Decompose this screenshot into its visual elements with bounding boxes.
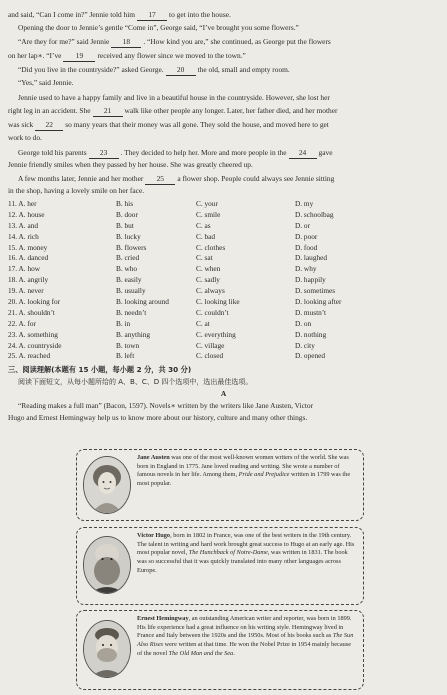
option-row — [8, 297, 438, 308]
option-row — [8, 264, 438, 275]
blank-23: 23 — [89, 148, 119, 159]
option-b: B. but — [116, 220, 134, 230]
option-b: B. looking around — [116, 297, 169, 307]
passage-intro: “Reading makes a full man” (Bacon, 1597). Novels∗ written by the writers like Jane Austen, Victor — [18, 401, 314, 410]
text: and said, “Can I come in?” Jennie told him — [8, 10, 136, 19]
option-row — [8, 308, 438, 319]
option-a: 23. A. something — [8, 329, 58, 339]
option-b: B. in — [116, 318, 131, 328]
author-bio — [137, 454, 357, 489]
option-d: D. why — [295, 264, 317, 274]
option-a: 17. A. how — [8, 264, 41, 274]
option-b: B. door — [116, 209, 138, 219]
option-a: 21. A. shouldn’t — [8, 307, 55, 317]
cloze-line — [8, 65, 441, 76]
option-c: C. always — [196, 286, 225, 296]
option-a: 12. A. house — [8, 209, 45, 219]
option-d: D. opened — [295, 351, 325, 361]
portrait-austen-icon — [84, 457, 130, 513]
text: right leg in an accident. She — [8, 106, 91, 115]
option-row — [8, 330, 438, 341]
bio-text: , was written in 1831. The book was so successful that it was quickly translated into many other languages across Europe. — [137, 549, 348, 574]
option-a: 16. A. danced — [8, 253, 49, 263]
option-d: D. city — [295, 340, 315, 350]
blank-21: 21 — [93, 106, 123, 117]
text: “Are they for me?” said Jennie — [18, 37, 110, 46]
author-card-hemingway — [76, 610, 364, 690]
option-row — [8, 210, 438, 221]
portrait-hemingway-icon — [84, 621, 130, 677]
option-b: B. easily — [116, 275, 142, 285]
blank-24: 24 — [289, 148, 317, 159]
cloze-line — [8, 10, 441, 21]
option-d: D. my — [295, 199, 314, 208]
book-title: The Sun Also Rises — [137, 632, 354, 649]
bio-text: written in 1799 was the most popular. — [137, 471, 351, 488]
cloze-line — [8, 51, 441, 62]
portrait-image — [83, 456, 131, 514]
option-a: 18. A. angrily — [8, 275, 49, 285]
option-c: C. your — [196, 199, 218, 208]
text: to get into the house. — [169, 10, 231, 19]
option-d: D. on — [295, 318, 312, 328]
portrait-image — [83, 536, 131, 594]
option-b: B. his — [116, 199, 134, 208]
option-row — [8, 351, 438, 362]
cloze-line — [8, 37, 441, 48]
option-c: C. village — [196, 340, 225, 350]
blank-19: 19 — [63, 51, 95, 62]
option-row — [8, 275, 438, 286]
option-a: 24. A. countryside — [8, 340, 62, 350]
option-d: D. looking after — [295, 297, 342, 307]
option-d: D. poor — [295, 231, 318, 241]
option-row — [8, 221, 438, 232]
cloze-line — [8, 174, 441, 185]
option-a: 25. A. reached — [8, 351, 51, 361]
option-b: B. who — [116, 264, 138, 274]
option-row — [8, 319, 438, 330]
section-instruction: 阅读下面短文，从每小题所给的 A、B、C、D 四个选项中，选出最佳选项。 — [18, 378, 253, 386]
cloze-line — [8, 106, 441, 117]
option-row — [8, 243, 438, 254]
author-bio — [137, 532, 357, 576]
option-b: B. usually — [116, 286, 146, 296]
cloze-line: Opening the door to Jennie’s gentle “Come in”, George said, “I’ve brought you some flowers.” — [18, 23, 299, 32]
text: walk like other people any longer. Later, her father died, and her mother — [124, 106, 338, 115]
option-d: D. schoolbag — [295, 209, 334, 219]
text: . They decided to help her. More and more people in the — [120, 148, 287, 157]
portrait-hugo-icon — [84, 537, 130, 593]
cloze-line: in the shop, having a lovely smile on her face. — [8, 186, 145, 195]
option-d: D. or — [295, 220, 310, 230]
option-row — [8, 232, 438, 243]
option-c: C. when — [196, 264, 221, 274]
bio-text: , born in 1802 in France, was one of the best writers in the 19th century. The talent in writing and hard work brought great success to Hugo at an early age. His most popular novel, — [137, 532, 355, 557]
text: on her lap∗. “I’ve — [8, 51, 62, 60]
option-a: 11. A. her — [8, 199, 37, 208]
author-bio — [137, 615, 357, 659]
option-row — [8, 253, 438, 264]
option-c: C. sadly — [196, 275, 220, 285]
blank-18: 18 — [111, 37, 141, 48]
option-d: D. laughed — [295, 253, 328, 263]
cloze-line: Jennie used to have a happy family and live in a beautiful house in the countryside. However, she lost her — [18, 93, 330, 102]
bio-text: were written at that time. He won the Nobel Prize in 1954 mainly because of the novel — [137, 641, 352, 657]
bio-text: . — [233, 649, 235, 657]
option-row — [8, 286, 438, 297]
author-card-hugo — [76, 527, 364, 605]
bio-text: was one of the most well-known women writers of the world. She was born in England in 1775. Jane loved reading and writing. She wrote a number of famous novels in her life. Among them, — [137, 454, 349, 479]
text: George told his parents — [18, 148, 87, 157]
author-name: Victor Hugo — [137, 532, 171, 539]
author-card-austen — [76, 449, 364, 521]
passage-intro: Hugo and Ernest Hemingway help us to know more about our history, culture and many other things. — [8, 413, 308, 422]
blank-22: 22 — [35, 120, 63, 131]
text: received any flower since we moved to the town.” — [97, 51, 246, 60]
blank-17: 17 — [137, 10, 167, 21]
text: A few months later, Jennie and her mother — [18, 174, 144, 183]
cloze-line: “Yes,” said Jennie. — [18, 78, 74, 87]
blank-25: 25 — [145, 174, 175, 185]
option-c: C. smile — [196, 209, 221, 219]
option-b: B. flowers — [116, 242, 147, 252]
text: was sick — [8, 120, 34, 129]
option-b: B. lucky — [116, 231, 141, 241]
option-a: 15. A. money — [8, 242, 48, 252]
book-title: The Old Man and the Sea — [168, 649, 234, 657]
option-c: C. as — [196, 220, 211, 230]
author-name: Jane Austen — [137, 454, 170, 461]
option-c: C. closed — [196, 351, 224, 361]
option-d: D. food — [295, 242, 318, 252]
option-c: C. clothes — [196, 242, 226, 252]
text: . “How kind you are,” she continued, as George put the flowers — [143, 37, 331, 46]
option-row — [8, 341, 438, 352]
text: the old, small and empty room. — [197, 65, 290, 74]
options-list — [8, 199, 438, 362]
author-name: Ernest Hemingway — [137, 615, 189, 622]
option-b: B. needn’t — [116, 307, 147, 317]
option-c: C. everything — [196, 329, 236, 339]
option-a: 14. A. rich — [8, 231, 39, 241]
option-a: 13. A. and — [8, 220, 38, 230]
bio-text: , an outstanding American writer and reporter, was born in 1899. His life experience had a great influence on his writing style. Hemingway lived in France and Italy between the 1920s and the 1950s. Most of his books such as — [137, 615, 352, 640]
text: a flower shop. People could always see Jennie sitting — [177, 174, 335, 183]
option-row — [8, 199, 438, 210]
text: so many years that their money was all gone. They sold the house, and moved here to get — [65, 120, 329, 129]
option-c: C. sat — [196, 253, 213, 263]
option-d: D. sometimes — [295, 286, 336, 296]
book-title: The Hunchback of Notre-Dame — [188, 549, 268, 557]
option-c: C. at — [196, 318, 210, 328]
option-a: 20. A. looking for — [8, 297, 61, 307]
option-b: B. cried — [116, 253, 140, 263]
option-a: 19. A. never — [8, 286, 44, 296]
cloze-line — [8, 120, 441, 131]
cloze-line: Jennie friendly smiles when they passed by her house. She was greatly cheered up. — [8, 160, 253, 169]
cloze-line: work to do. — [8, 133, 42, 142]
text: “Did you live in the countryside?” asked George. — [18, 65, 164, 74]
passage-label: A — [220, 389, 227, 398]
option-c: C. bad — [196, 231, 216, 241]
blank-20: 20 — [166, 65, 196, 76]
book-title: Pride and Prejudice — [238, 471, 290, 479]
option-d: D. nothing — [295, 329, 327, 339]
option-b: B. town — [116, 340, 140, 350]
option-d: D. mustn’t — [295, 307, 327, 317]
option-d: D. happily — [295, 275, 326, 285]
option-a: 22. A. for — [8, 318, 36, 328]
text: gave — [318, 148, 333, 157]
option-b: B. anything — [116, 329, 151, 339]
option-b: B. left — [116, 351, 135, 361]
option-c: C. looking like — [196, 297, 240, 307]
section-heading: 三、阅读理解(本题有 15 小题，每小题 2 分，共 30 分) — [8, 365, 192, 374]
portrait-image — [83, 620, 131, 678]
cloze-line — [8, 148, 441, 159]
option-c: C. couldn’t — [196, 307, 229, 317]
